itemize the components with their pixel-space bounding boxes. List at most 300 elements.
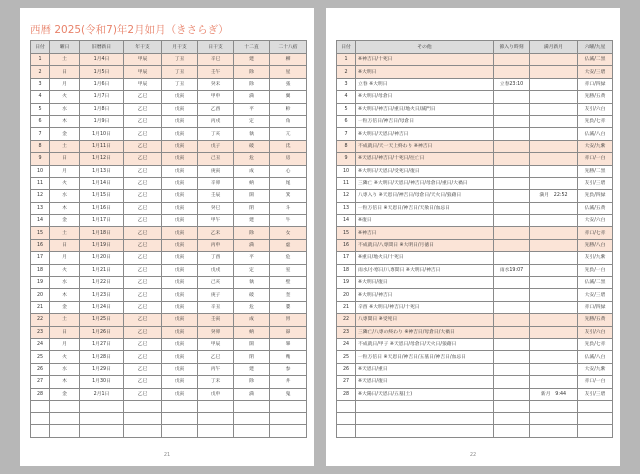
- table-cell: [270, 413, 307, 425]
- table-cell: 乙巳: [124, 202, 162, 214]
- table-cell: 戊寅: [162, 289, 198, 301]
- table-cell: 水: [50, 277, 80, 289]
- table-cell: [494, 301, 530, 313]
- table-cell: 1月20日: [80, 252, 124, 264]
- table-cell: 戊寅: [162, 128, 198, 140]
- table-cell: 木: [50, 289, 80, 301]
- table-cell: 乙巳: [198, 351, 234, 363]
- table-row: [31, 54, 307, 66]
- table-cell: 危: [234, 153, 270, 165]
- table-cell: [530, 140, 578, 152]
- table-cell: 戊寅: [162, 165, 198, 177]
- table-cell: 定: [234, 115, 270, 127]
- table-cell: 16: [337, 239, 356, 251]
- table-cell: 25: [337, 351, 356, 363]
- table-cell: 1月13日: [80, 165, 124, 177]
- table-cell: 乙巳: [124, 177, 162, 189]
- table-cell: 女: [270, 227, 307, 239]
- table-cell: [494, 140, 530, 152]
- table-cell: 心: [270, 165, 307, 177]
- table-cell: 1月27日: [80, 338, 124, 350]
- table-row: [31, 351, 307, 363]
- table-cell: 2: [337, 66, 356, 78]
- table-cell: 乙酉: [198, 103, 234, 115]
- table-row: [31, 153, 307, 165]
- table-cell: 不成就日/甲子 ※天恩日/母倉日/天火日/狼藉日: [356, 338, 494, 350]
- table-cell: 婁: [270, 301, 307, 313]
- table-cell: [80, 425, 124, 437]
- table-cell: 破: [234, 289, 270, 301]
- table-cell: 20: [337, 289, 356, 301]
- table-cell: 建: [234, 54, 270, 66]
- table-cell: 戊寅: [162, 338, 198, 350]
- table-cell: [494, 54, 530, 66]
- table-cell: 癸巳: [198, 202, 234, 214]
- table-cell: [530, 314, 578, 326]
- table-cell: 乙巳: [124, 388, 162, 400]
- table-row: [31, 128, 307, 140]
- table-row: [31, 289, 307, 301]
- col-header: その他: [356, 41, 494, 54]
- table-cell: [530, 54, 578, 66]
- table-cell: 乙巳: [124, 264, 162, 276]
- table-cell: 1月22日: [80, 277, 124, 289]
- table-cell: [494, 363, 530, 375]
- table-cell: 戊戌: [198, 264, 234, 276]
- table-cell: 乙巳: [124, 314, 162, 326]
- table-cell: [530, 351, 578, 363]
- table-row: [31, 301, 307, 313]
- col-header: 十二直: [234, 41, 270, 54]
- table-cell: [494, 413, 530, 425]
- table-cell: 壬辰: [198, 190, 234, 202]
- table-cell: 八専間日 ※受死日: [356, 314, 494, 326]
- table-cell: 一粒万倍日 ※天恩日/神吉日/天赦日/血忌日: [356, 202, 494, 214]
- table-row: [31, 326, 307, 338]
- table-cell: [337, 425, 356, 437]
- table-cell: 赤口/一白: [578, 153, 613, 165]
- table-cell: 觜: [270, 351, 307, 363]
- table-cell: 戊寅: [162, 202, 198, 214]
- table-cell: [270, 400, 307, 412]
- table-cell: 満: [234, 239, 270, 251]
- table-row: [31, 215, 307, 227]
- table-cell: [234, 425, 270, 437]
- table-cell: 参: [270, 363, 307, 375]
- table-cell: [530, 400, 578, 412]
- table-cell: 納: [234, 326, 270, 338]
- table-cell: 日: [50, 153, 80, 165]
- table-cell: [530, 78, 578, 90]
- table-cell: ※天恩日/神吉日/十死日/往亡日: [356, 153, 494, 165]
- table-cell: 戊子: [198, 140, 234, 152]
- table-cell: [578, 425, 613, 437]
- table-cell: ※天恩日/復日: [356, 376, 494, 388]
- table-row: [31, 91, 307, 103]
- table-cell: 26: [337, 363, 356, 375]
- table-cell: 虚: [270, 239, 307, 251]
- table-cell: 戊寅: [162, 351, 198, 363]
- table-cell: [494, 227, 530, 239]
- table-cell: 戊寅: [162, 153, 198, 165]
- table-cell: 開: [234, 190, 270, 202]
- table-cell: 火: [50, 351, 80, 363]
- table-row: [31, 388, 307, 400]
- table-cell: 三隣亡/八専の終わり ※神吉日/母倉日/大禍日: [356, 326, 494, 338]
- table-cell: 赤口/一白: [578, 376, 613, 388]
- table-cell: 除: [234, 376, 270, 388]
- table-cell: 1: [31, 54, 50, 66]
- table-row: [31, 252, 307, 264]
- table-cell: 21: [31, 301, 50, 313]
- table-row: [337, 54, 613, 66]
- table-cell: [494, 190, 530, 202]
- notes-table: [336, 40, 613, 438]
- table-cell: 1月16日: [80, 202, 124, 214]
- table-cell: [198, 425, 234, 437]
- table-cell: 14: [31, 215, 50, 227]
- table-cell: 28: [337, 388, 356, 400]
- table-cell: [494, 277, 530, 289]
- table-cell: 戊寅: [162, 177, 198, 189]
- col-header: 日付: [337, 41, 356, 54]
- table-cell: 1月4日: [80, 54, 124, 66]
- table-cell: [530, 338, 578, 350]
- table-row: [337, 177, 613, 189]
- table-cell: [270, 425, 307, 437]
- table-cell: 房: [270, 153, 307, 165]
- table-cell: 甲辰: [124, 78, 162, 90]
- table-cell: [162, 425, 198, 437]
- table-row: [337, 227, 613, 239]
- table-cell: 戊寅: [162, 376, 198, 388]
- table-cell: 27: [337, 376, 356, 388]
- table-row: [337, 202, 613, 214]
- table-cell: 除: [234, 227, 270, 239]
- table-row: [337, 239, 613, 251]
- table-cell: ※大明日/神吉日/重日/地火日/滅門日: [356, 103, 494, 115]
- table-cell: 乙巳: [124, 227, 162, 239]
- table-cell: 8: [337, 140, 356, 152]
- table-cell: 13: [337, 202, 356, 214]
- table-cell: 4: [31, 91, 50, 103]
- table-cell: [494, 202, 530, 214]
- table-cell: 乙巳: [124, 153, 162, 165]
- table-cell: 不成就日/天一天上終わり ※神吉日: [356, 140, 494, 152]
- table-cell: ※大明日/天恩日/神吉日: [356, 128, 494, 140]
- table-cell: 12: [31, 190, 50, 202]
- col-header: 曜日: [50, 41, 80, 54]
- table-cell: 乙巳: [124, 128, 162, 140]
- table-cell: 1月26日: [80, 326, 124, 338]
- table-header-row: [31, 41, 307, 54]
- table-cell: 仏滅/二黒: [578, 277, 613, 289]
- table-cell: 14: [337, 215, 356, 227]
- table-cell: [494, 314, 530, 326]
- table-cell: 三隣亡 ※大明日/天恩日/神吉日/母倉日/重日/大禍日: [356, 177, 494, 189]
- table-cell: 奎: [270, 289, 307, 301]
- table-cell: 1月15日: [80, 190, 124, 202]
- table-cell: 先勝/八白: [578, 239, 613, 251]
- table-row: [337, 363, 613, 375]
- table-cell: 4: [337, 91, 356, 103]
- col-header: 日干支: [198, 41, 234, 54]
- table-cell: 辛巳: [198, 54, 234, 66]
- table-cell: 乙巳: [124, 326, 162, 338]
- table-cell: 赤口/四緑: [578, 78, 613, 90]
- table-row: [31, 314, 307, 326]
- table-cell: 友引/六白: [578, 103, 613, 115]
- table-row: [31, 140, 307, 152]
- empty-row: [337, 400, 613, 412]
- table-cell: 建: [234, 215, 270, 227]
- table-cell: 1月29日: [80, 363, 124, 375]
- table-cell: 丁亥: [198, 128, 234, 140]
- table-cell: 火: [50, 177, 80, 189]
- table-cell: 13: [31, 202, 50, 214]
- table-cell: 斗: [270, 202, 307, 214]
- table-cell: [124, 413, 162, 425]
- table-cell: 水: [50, 103, 80, 115]
- table-cell: 1月12日: [80, 153, 124, 165]
- table-cell: 丁丑: [162, 66, 198, 78]
- table-cell: 角: [270, 115, 307, 127]
- table-cell: [31, 425, 50, 437]
- table-cell: [530, 277, 578, 289]
- table-cell: [337, 413, 356, 425]
- table-cell: [530, 215, 578, 227]
- table-cell: 赤口/七赤: [578, 227, 613, 239]
- table-cell: [530, 376, 578, 388]
- table-cell: 平: [234, 103, 270, 115]
- table-cell: 月: [50, 252, 80, 264]
- table-cell: 雨水19:07: [494, 264, 530, 276]
- table-cell: [530, 202, 578, 214]
- table-cell: 1: [337, 54, 356, 66]
- table-cell: 井: [270, 376, 307, 388]
- table-cell: 大安/三碧: [578, 66, 613, 78]
- table-cell: 甲辰: [124, 54, 162, 66]
- table-cell: [530, 165, 578, 177]
- table-cell: 乙巳: [124, 165, 162, 177]
- table-cell: 10: [31, 165, 50, 177]
- table-cell: 乙巳: [124, 239, 162, 251]
- table-row: [337, 190, 613, 202]
- table-cell: 7: [31, 128, 50, 140]
- table-cell: 乙巳: [124, 215, 162, 227]
- table-cell: [494, 289, 530, 301]
- table-row: [337, 351, 613, 363]
- table-cell: 友引/三碧: [578, 177, 613, 189]
- table-cell: [494, 252, 530, 264]
- table-cell: 立春 ※大明日: [356, 78, 494, 90]
- table-cell: [494, 425, 530, 437]
- table-cell: 閉: [234, 351, 270, 363]
- table-row: [31, 103, 307, 115]
- table-cell: [198, 413, 234, 425]
- table-cell: 先勝/五黄: [578, 91, 613, 103]
- table-cell: 不成就日/八専間日 ※大明日/月徳日: [356, 239, 494, 251]
- table-cell: [50, 400, 80, 412]
- table-cell: 先勝/五黄: [578, 314, 613, 326]
- table-cell: 25: [31, 351, 50, 363]
- calendar-table: [30, 40, 307, 438]
- table-cell: 新月 9:44: [530, 388, 578, 400]
- table-cell: [162, 400, 198, 412]
- table-cell: 氐: [270, 140, 307, 152]
- table-cell: [80, 400, 124, 412]
- table-row: [31, 338, 307, 350]
- table-cell: 火: [50, 91, 80, 103]
- table-cell: 金: [50, 215, 80, 227]
- table-cell: 1月18日: [80, 227, 124, 239]
- table-cell: 21: [337, 301, 356, 313]
- col-header: 二十八宿: [270, 41, 307, 54]
- table-row: [337, 252, 613, 264]
- table-cell: 乙巳: [124, 338, 162, 350]
- table-cell: [356, 400, 494, 412]
- table-cell: [530, 115, 578, 127]
- table-cell: 満: [234, 91, 270, 103]
- table-cell: 張: [270, 78, 307, 90]
- table-row: [337, 103, 613, 115]
- table-cell: 乙巳: [124, 376, 162, 388]
- table-cell: 乙巳: [124, 363, 162, 375]
- table-cell: 壁: [270, 277, 307, 289]
- table-cell: 成: [234, 165, 270, 177]
- table-cell: 1月6日: [80, 78, 124, 90]
- table-cell: [530, 128, 578, 140]
- table-cell: 丁丑: [162, 54, 198, 66]
- table-cell: 畢: [270, 338, 307, 350]
- table-cell: 戊寅: [162, 388, 198, 400]
- table-cell: [494, 326, 530, 338]
- table-row: [337, 115, 613, 127]
- table-cell: [530, 264, 578, 276]
- table-row: [337, 215, 613, 227]
- page-number: 21: [163, 452, 171, 458]
- table-cell: 友引/三碧: [578, 388, 613, 400]
- table-cell: 大安/九紫: [578, 140, 613, 152]
- table-cell: 戊寅: [162, 239, 198, 251]
- table-row: [337, 277, 613, 289]
- table-cell: 23: [337, 326, 356, 338]
- table-cell: 乙巳: [124, 140, 162, 152]
- table-cell: [530, 301, 578, 313]
- table-cell: 乙巳: [124, 301, 162, 313]
- table-cell: [50, 425, 80, 437]
- table-cell: [494, 215, 530, 227]
- table-cell: 開: [234, 338, 270, 350]
- table-cell: [530, 326, 578, 338]
- table-cell: 28: [31, 388, 50, 400]
- table-cell: 昴: [270, 326, 307, 338]
- table-cell: 先負/一白: [578, 264, 613, 276]
- table-cell: 1月17日: [80, 215, 124, 227]
- table-cell: 土: [50, 314, 80, 326]
- table-cell: [530, 177, 578, 189]
- table-cell: 除: [234, 66, 270, 78]
- table-cell: [530, 227, 578, 239]
- table-cell: 11: [31, 177, 50, 189]
- table-cell: 1月30日: [80, 376, 124, 388]
- table-cell: 軫: [270, 103, 307, 115]
- table-cell: [124, 425, 162, 437]
- table-row: [337, 140, 613, 152]
- table-cell: 5: [31, 103, 50, 115]
- table-cell: 1月21日: [80, 264, 124, 276]
- table-cell: [494, 239, 530, 251]
- table-cell: [494, 153, 530, 165]
- table-cell: [356, 425, 494, 437]
- table-cell: 箕: [270, 190, 307, 202]
- table-cell: 亢: [270, 128, 307, 140]
- table-cell: 先負/四緑: [578, 190, 613, 202]
- table-cell: 満月 22:52: [530, 190, 578, 202]
- table-row: [31, 177, 307, 189]
- table-cell: [494, 128, 530, 140]
- right-page: [326, 8, 620, 466]
- table-cell: 先負/七赤: [578, 115, 613, 127]
- table-cell: 23: [31, 326, 50, 338]
- table-cell: 18: [337, 264, 356, 276]
- table-cell: 戊寅: [162, 103, 198, 115]
- table-cell: 己亥: [198, 277, 234, 289]
- empty-row: [31, 400, 307, 412]
- table-cell: ※天恩日/重日: [356, 363, 494, 375]
- table-cell: 12: [337, 190, 356, 202]
- table-cell: 危: [270, 252, 307, 264]
- table-cell: 甲申: [198, 91, 234, 103]
- table-cell: 胃: [270, 314, 307, 326]
- table-cell: 戊寅: [162, 277, 198, 289]
- table-cell: 戊寅: [162, 190, 198, 202]
- table-cell: 1月28日: [80, 351, 124, 363]
- table-cell: 1月23日: [80, 289, 124, 301]
- table-cell: 甲辰: [198, 338, 234, 350]
- table-cell: [356, 413, 494, 425]
- table-cell: 辛卯: [198, 177, 234, 189]
- table-cell: 1月25日: [80, 314, 124, 326]
- table-cell: 平: [234, 252, 270, 264]
- table-row: [31, 239, 307, 251]
- table-header-row: [337, 41, 613, 54]
- table-cell: 建: [234, 363, 270, 375]
- table-cell: 1月5日: [80, 66, 124, 78]
- empty-row: [337, 413, 613, 425]
- col-header: 節入り時刻: [494, 41, 530, 54]
- table-cell: 戊申: [198, 388, 234, 400]
- table-cell: 月: [50, 78, 80, 90]
- table-cell: 仏滅/八白: [578, 351, 613, 363]
- table-row: [31, 78, 307, 90]
- table-cell: 乙未: [198, 227, 234, 239]
- col-header: 月干支: [162, 41, 198, 54]
- table-cell: 月: [50, 165, 80, 177]
- table-cell: 乙巳: [124, 190, 162, 202]
- table-row: [31, 363, 307, 375]
- table-cell: 庚子: [198, 289, 234, 301]
- table-cell: 16: [31, 239, 50, 251]
- table-cell: 乙巳: [124, 277, 162, 289]
- table-cell: 1月11日: [80, 140, 124, 152]
- table-cell: [530, 239, 578, 251]
- table-cell: 納: [234, 177, 270, 189]
- table-cell: 乙巳: [124, 351, 162, 363]
- table-cell: 定: [234, 264, 270, 276]
- table-cell: [162, 413, 198, 425]
- table-row: [337, 388, 613, 400]
